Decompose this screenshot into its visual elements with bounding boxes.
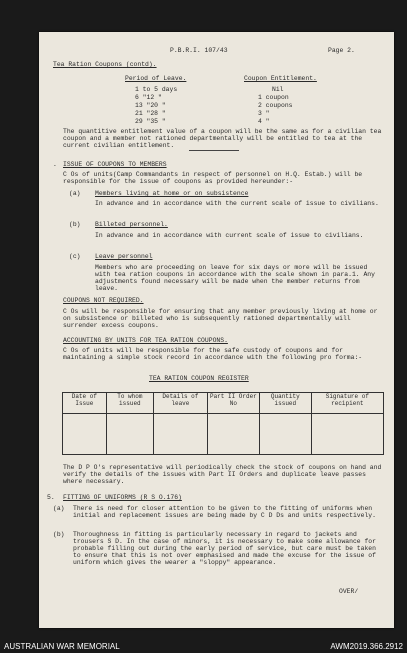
register-col-header: Quantity issued bbox=[259, 393, 311, 414]
section3-body: C Os will be responsible for ensuring that any member previously living at home or on subsistence or billeted who is subsequently rationed departmentally will surrender excess coupons. bbox=[63, 308, 378, 329]
section2-heading: ISSUE OF COUPONS TO MEMBERS bbox=[63, 161, 167, 168]
register-col-header: Date of Issue bbox=[63, 393, 107, 414]
archive-name: AUSTRALIAN WAR MEMORIAL bbox=[4, 642, 120, 651]
register-col-header: Signature of recipient bbox=[311, 393, 383, 414]
section4-after: The D P O's representative will periodically check the stock of coupons on hand and verify the details of the issues with Part II Orders and duplicate leave passes where necessary. bbox=[63, 464, 382, 485]
archive-caption bbox=[0, 640, 407, 653]
leave-row: 21 "28 " bbox=[135, 110, 166, 117]
section3-heading: COUPONS NOT REQUIRED. bbox=[63, 297, 144, 304]
register-cell bbox=[311, 414, 383, 455]
section5-heading: FITTING OF UNIFORMS (R S O.176) bbox=[63, 494, 182, 501]
register-cell bbox=[207, 414, 259, 455]
section4-heading: ACCOUNTING BY UNITS FOR TEA RATION COUPONS. bbox=[63, 337, 228, 344]
item5a-label: (a) bbox=[53, 505, 65, 512]
section5-number: 5. bbox=[47, 494, 55, 501]
leave-row: 1 to 5 days bbox=[135, 86, 178, 93]
leave-row: 13 "20 " bbox=[135, 102, 166, 109]
item-a-label: (a) bbox=[69, 190, 81, 197]
register-cell bbox=[63, 414, 107, 455]
page-number: Page 2. bbox=[328, 47, 355, 54]
archive-id: AWM2019.366.2912 bbox=[330, 642, 403, 651]
continuation-mark: OVER/ bbox=[339, 588, 359, 595]
register-cell bbox=[259, 414, 311, 455]
coupon-row: 2 coupons bbox=[258, 102, 293, 109]
coupon-row: 1 coupon bbox=[258, 94, 289, 101]
item5b-body: Thoroughness in fitting is particularly necessary in regard to jackets and trousers S D. In the case of minors, it is necessary to make some allowance for probable filling out during the early period of service, but care must be taken to ensure that this is not over emphasised and made the excuse for the issue of uniform which gives the wearer a "sloppy" appearance. bbox=[73, 531, 376, 566]
leave-row: 6 "12 " bbox=[135, 94, 162, 101]
leave-column-header: Period of Leave. bbox=[125, 75, 187, 82]
section1-paragraph: The quantitive entitlement value of a coupon will be the same as for a civilian tea coupon and a member not rationed departmentally will be entitled to tea at the current civilian entitlement. bbox=[63, 128, 382, 149]
register-cell bbox=[106, 414, 153, 455]
item-b-label: (b) bbox=[69, 221, 81, 228]
coupon-row: 4 " bbox=[258, 118, 270, 125]
divider bbox=[189, 150, 239, 151]
item5b-label: (b) bbox=[53, 531, 65, 538]
register-col-header: To whom issued bbox=[106, 393, 153, 414]
section1-heading: Tea Ration Coupons (contd). bbox=[53, 61, 157, 68]
section2-intro: C Os of units(Camp Commandants in respect of personnel on H.Q. Estab.) will be responsible for the issue of coupons as provided hereunder:- bbox=[63, 171, 363, 185]
item-c-title: Leave personnel bbox=[95, 253, 153, 260]
register-title: TEA RATION COUPON REGISTER bbox=[149, 375, 249, 382]
item-a-title: Members living at home or on subsistence bbox=[95, 190, 249, 197]
section4-body: C Os of units will be responsible for the safe custody of coupons and for maintaining a simple stock record in accordance with the following pro forma:- bbox=[63, 347, 363, 361]
coupon-row: Nil bbox=[272, 86, 284, 93]
register-cell bbox=[154, 414, 208, 455]
item-c-label: (c) bbox=[69, 253, 81, 260]
item5a-body: There is need for closer attention to be given to the fitting of uniforms when initial and replacement issues are being made by C D Ds and units respectively. bbox=[73, 505, 376, 519]
register-table bbox=[62, 392, 384, 455]
item-b-body: In advance and in accordance with current scale of issue to civilians. bbox=[95, 232, 364, 239]
coupon-column-header: Coupon Entitlement. bbox=[244, 75, 317, 82]
leave-row: 29 "35 " bbox=[135, 118, 166, 125]
document-page: P.B.R.I. 107/43 Page 2. Tea Ration Coupons (contd). Period of Leave. Coupon Entitlement. 1 to 5 days Nil 6 "12 " 1 coupon 13 "20 " 2 coupons 21 "28 " 3 " 29 "35 " 4 " The quantitive entitlement value of a coupon will be the same as for a civilian tea coupon and a member not rationed departmentally will be entitled to tea at the current civilian entitlement. . ISSUE OF COUPONS TO MEMBERS C Os of units(Camp Commandants in respect of personnel on H.Q. Estab.) will be responsible for the issue of coupons as provided hereunder:- (a) Members living at home or on subsistence In advance and in accordance with the current scale of issue to civilians. (b) Billeted personnel. In advance and in accordance with current scale of issue to civilians. (c) Leave personnel Members who are proceeding on leave for six days or more will be issued with tea ration coupons in accordance with the scale shown in para.1. Any adjustments found necessary will be made when the member returns from leave. COUPONS NOT REQUIRED. C Os will be responsible for ensuring that any member previously living at home or on subsistence or billeted who is subsequently rationed departmentally will surrender excess coupons. ACCOUNTING BY UNITS FOR TEA RATION COUPONS. C Os of units will be responsible for the safe custody of coupons and for maintaining a simple stock record in accordance with the following pro forma:- TEA RATION COUPON REGISTER Date of Issue To whom issued Details of leave Part II Order No Quantity issued Signature of recipient The D P O's representative will periodically check the stock of coupons on hand and verify the details of the issues with Part II Orders and duplicate leave passes where necessary. 5. FITTING OF UNIFORMS (R S O.176) (a) There is need for closer attention to be given to the fitting of uniforms when initial and replacement issues are being made by C D Ds and units respectively. (b) Thoroughness in fitting is particularly necessary in regard to jackets and trousers S D. In the case of minors, it is necessary to make some allowance for probable filling out during the early period of service, but care must be taken to ensure that this is not over emphasised and made the excuse for the issue of uniform which gives the wearer a "sloppy" appearance. OVER/ bbox=[39, 32, 394, 628]
register-col-header: Part II Order No bbox=[207, 393, 259, 414]
item-a-body: In advance and in accordance with the current scale of issue to civilians. bbox=[95, 200, 379, 207]
item-b-title: Billeted personnel. bbox=[95, 221, 168, 228]
doc-reference: P.B.R.I. 107/43 bbox=[170, 47, 228, 54]
coupon-row: 3 " bbox=[258, 110, 270, 117]
register-col-header: Details of leave bbox=[154, 393, 208, 414]
item-c-body: Members who are proceeding on leave for six days or more will be issued with tea ration coupons in accordance with the scale shown in para.1. Any adjustments found necessary will be made when the member returns from leave. bbox=[95, 264, 375, 292]
